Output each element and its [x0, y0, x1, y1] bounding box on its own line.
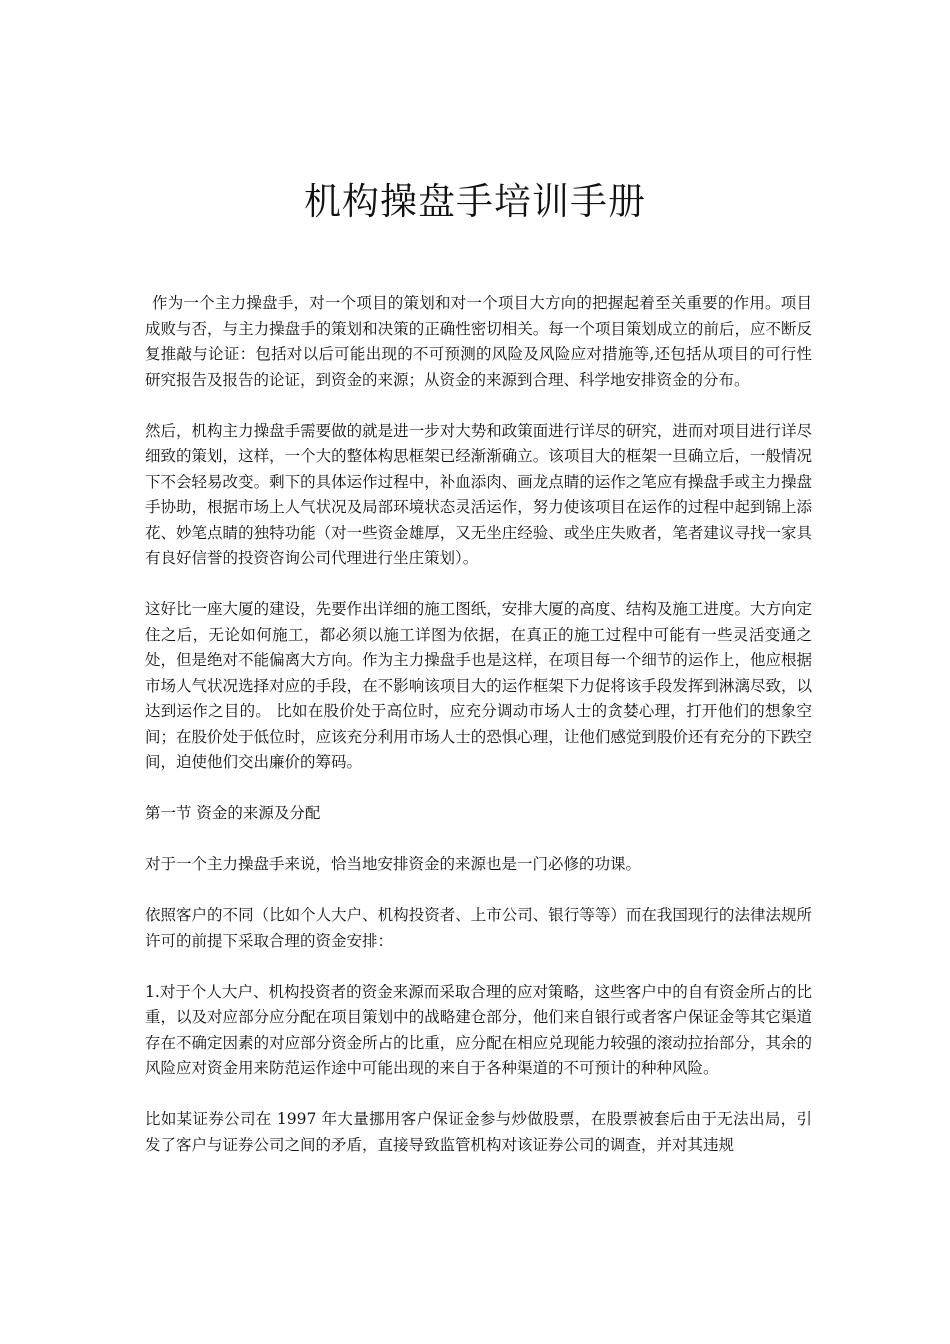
section-heading: 第一节 资金的来源及分配 — [145, 804, 321, 822]
paragraph-intro: 作为一个主力操盘手，对一个项目的策划和对一个项目大方向的把握起着至关重要的作用。项目成败与否，与主力操盘手的策划和决策的正确性密切相关。每一个项目策划成立的前后，应不断反复推敲与论证：包括对以后可能出现的不可预测的风险及风险应对措施等,还包括从项目的可行性研究报告及报告的论证，到资金的来源；从资金的来源到合理、科学地安排资金的分布。 — [145, 294, 812, 389]
paragraph-client-types: 依照客户的不同（比如个人大户、机构投资者、上市公司、银行等等）而在我国现行的法律法规所许可的前提下采取合理的资金安排： — [145, 906, 812, 950]
document-title: 机构操盘手培训手册 — [304, 180, 646, 223]
paragraph-point-one: 1.对于个人大户、机构投资者的资金来源而采取合理的应对策略，这些客户中的自有资金所占的比重，以及对应部分应分配在项目策划中的战略建仓部分，他们来自银行或者客户保证金等其它渠道存在不确定因素的对应部分资金所占的比重，应分配在相应兑现能力较强的滚动拉抬部分，其余的风险应对资金用来防范运作途中可能出现的来自于各种渠道的不可预计的种种风险。 — [145, 982, 812, 1077]
paragraph-framework: 然后，机构主力操盘手需要做的就是进一步对大势和政策面进行详尽的研究，进而对项目进行详尽细致的策划，这样，一个大的整体构思框架已经渐渐确立。该项目大的框架一旦确立后，一般情况下不会轻易改变。剩下的具体运作过程中，补血添肉、画龙点睛的运作之笔应有操盘手或主力操盘手协助，根据市场上人气状况及局部环境状态灵活运作，努力使该项目在运作的过程中起到锦上添花、妙笔点睛的独特功能（对一些资金雄厚，又无坐庄经验、或坐庄失败者，笔者建议寻找一家具有良好信誉的投资咨询公司代理进行坐庄策划）。 — [145, 421, 812, 567]
paragraph-funding-intro: 对于一个主力操盘手来说，恰当地安排资金的来源也是一门必修的功课。 — [145, 855, 642, 873]
document-body — [145, 291, 812, 1184]
paragraph-building-analogy: 这好比一座大厦的建设，先要作出详细的施工图纸，安排大厦的高度、结构及施工进度。大方向定住之后，无论如何施工，都必须以施工详图为依据，在真正的施工过程中可能有一些灵活变通之处，但是绝对不能偏离大方向。作为主力操盘手也是这样，在项目每一个细节的运作上，他应根据市场人气状况选择对应的手段，在不影响该项目大的运作框架下力促将该手段发挥到淋漓尽致，以达到运作之目的。 比如在股价处于高位时，应充分调动市场人士的贪婪心理，打开他们的想象空间；在股价处于低位时，应该充分利用市场人士的恐惧心理，让他们感觉到股价还有充分的下跌空间，迫使他们交出廉价的筹码。 — [145, 600, 812, 771]
paragraph-example: 比如某证券公司在 1997 年大量挪用客户保证金参与炒做股票，在股票被套后由于无法出局，引发了客户与证券公司之间的矛盾，直接导致监管机构对该证券公司的调查，并对其违规 — [145, 1110, 812, 1154]
